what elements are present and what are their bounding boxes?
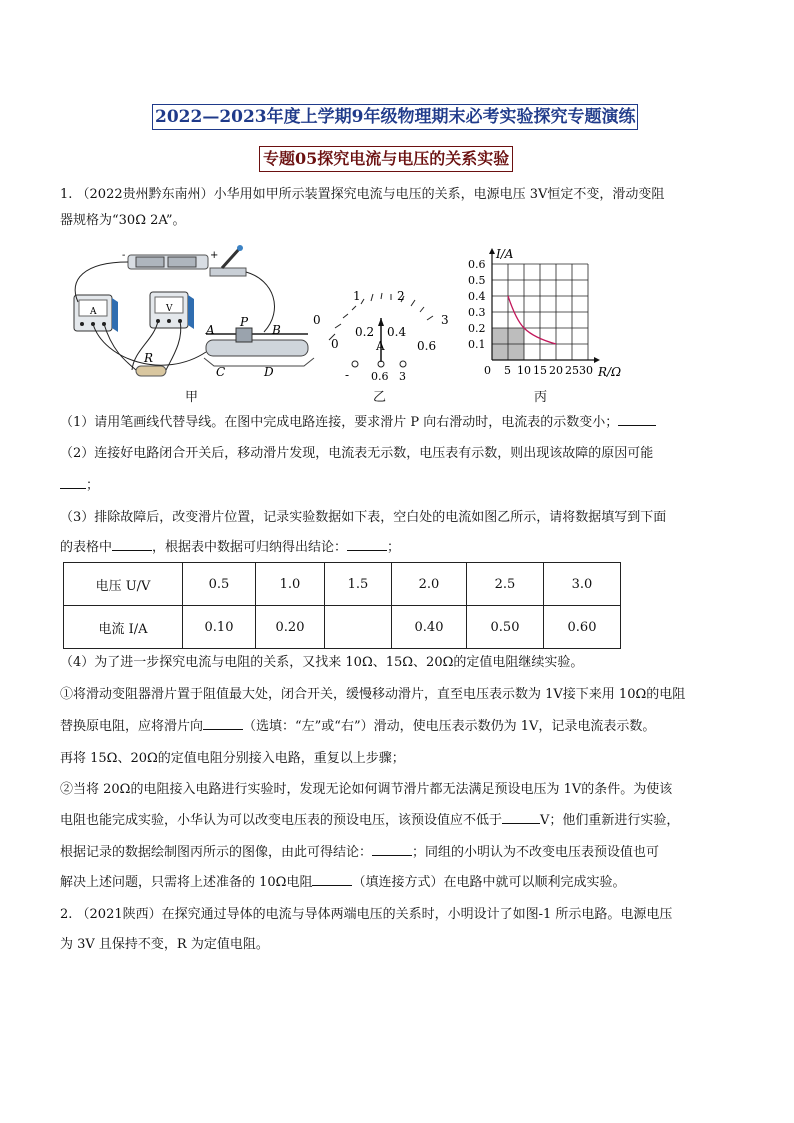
q1-part1 <box>60 410 740 436</box>
dial-top-1: 1 <box>353 289 361 303</box>
ytick-0.2: 0.2 <box>468 322 486 335</box>
dial-top-3: 3 <box>441 313 449 327</box>
q1-part2-line2 <box>60 473 740 499</box>
table-row-voltage <box>64 563 621 606</box>
answer-blank-6[interactable] <box>372 841 412 856</box>
label-P: P <box>240 315 249 329</box>
table-row-label: 电压 U/V <box>64 563 183 606</box>
terminal-0.6: 0.6 <box>371 370 389 383</box>
q1-step1-line3: 再将 15Ω、20Ω的定值电阻分别接入电路，重复以上步骤； <box>60 751 405 766</box>
document-title: 2022—2023年度上学期9年级物理期末必考实验探究专题演练 <box>152 104 638 130</box>
table-cell: 0.20 <box>256 606 325 649</box>
ytick-0.3: 0.3 <box>468 306 486 319</box>
dial-unit: A <box>376 339 385 353</box>
ytick-0.5: 0.5 <box>468 274 486 287</box>
q1-step1-text-a: 替换原电阻，应将滑片向 <box>60 719 204 734</box>
table-cell: 1.5 <box>325 563 392 606</box>
xtick-5: 5 <box>504 364 511 377</box>
battery-icon <box>122 250 218 269</box>
caption-yi: 乙 <box>373 390 387 405</box>
answer-blank-2[interactable] <box>60 474 86 489</box>
figure-bing-graph <box>462 240 632 390</box>
table-row-label: 电流 I/A <box>64 606 183 649</box>
q2-line2: 为 3V 且保持不变，R 为定值电阻。 <box>60 937 269 952</box>
q1-part2-end: ； <box>86 478 100 493</box>
table-cell: 2.5 <box>467 563 544 606</box>
dial-bottom-0.6: 0.6 <box>417 339 437 353</box>
dial-bottom-0.2: 0.2 <box>355 325 375 339</box>
q1-part3-text-c: ； <box>387 540 401 555</box>
q1-part3-text-b: ，根据表中数据可归纳得出结论： <box>152 540 348 555</box>
table-cell: 0.10 <box>183 606 256 649</box>
ytick-0.4: 0.4 <box>468 290 486 303</box>
q1-part2-line1: （2）连接好电路闭合开关后，移动滑片发现，电流表无示数，电压表有示数，则出现该故障的原因可能 <box>60 446 654 461</box>
label-A: A <box>206 323 215 337</box>
table-cell: 2.0 <box>392 563 467 606</box>
terminal-minus: - <box>345 368 350 382</box>
answer-blank-5[interactable] <box>502 809 540 824</box>
topic-subtitle: 专题05探究电流与电压的关系实验 <box>259 146 513 172</box>
xtick-30: 30 <box>579 364 593 377</box>
xtick-10: 10 <box>517 364 531 377</box>
q1-part3-line2 <box>60 535 740 561</box>
answer-blank-3b[interactable] <box>347 536 387 551</box>
answer-blank-1[interactable] <box>618 411 656 426</box>
q1-step2-text-f: （填连接方式）在电路中就可以顺利完成实验。 <box>352 875 626 890</box>
graph-ylabel: I/A <box>496 247 514 261</box>
graph-xlabel: R/Ω <box>598 365 622 379</box>
ytick-0.1: 0.1 <box>468 338 486 351</box>
table-cell: 0.5 <box>183 563 256 606</box>
q1-part3-line1: （3）排除故障后，改变滑片位置，记录实验数据如下表，空白处的电流如图乙所示，请将数据填写到下面 <box>60 510 667 525</box>
q1-step2-text-b: V；他们重新进行实验， <box>540 813 680 828</box>
table-cell-blank[interactable] <box>325 606 392 649</box>
figure-yi-ammeter-dial <box>305 282 455 387</box>
answer-blank-4[interactable] <box>203 715 243 730</box>
voltmeter-letter: V <box>166 304 173 314</box>
q1-step2-text-e: 解决上述问题，只需将上述准备的 10Ω电阻 <box>60 875 313 890</box>
answer-blank-3a[interactable] <box>112 536 152 551</box>
q1-step2-line1: ②当将 20Ω的电阻接入电路进行实验时，发现无论如何调节滑片都无法满足预设电压为 1V的条件。为使该 <box>60 782 673 797</box>
q1-step1-text-b: （选填：“左”或“右”）滑动，使电压表示数仍为 1V，记录电流表示数。 <box>243 719 656 734</box>
terminal-3: 3 <box>399 370 406 383</box>
ammeter-letter: A <box>90 307 97 317</box>
q1-intro-line1: 1. （2022贵州黔东南州）小华用如甲所示装置探究电流与电压的关系，电源电压 3V恒定不变，滑动变阻 <box>60 187 665 202</box>
xtick-0: 0 <box>484 364 491 377</box>
caption-bing: 丙 <box>534 390 548 405</box>
label-C: C <box>216 365 226 379</box>
q1-step1-line1: ①将滑动变阻器滑片置于阻值最大处，闭合开关，缓慢移动滑片，直至电压表示数为 1V接下来用 10Ω的电阻 <box>60 687 686 702</box>
resistor-icon <box>136 366 166 376</box>
rheostat-icon <box>204 328 314 366</box>
dial-top-0: 0 <box>313 313 321 327</box>
caption-jia: 甲 <box>185 390 199 405</box>
q2-line1: 2. （2021陕西）在探究通过导体的电流与导体两端电压的关系时，小明设计了如图-1 所示电路。电源电压 <box>60 907 673 922</box>
q1-step1-line2 <box>60 714 740 740</box>
q1-part1-text: （1）请用笔画线代替导线。在图中完成电路连接，要求滑片 P 向右滑动时，电流表的示数变小； <box>60 415 619 430</box>
xtick-25: 25 <box>565 364 579 377</box>
data-table <box>63 562 621 649</box>
ytick-0.6: 0.6 <box>468 258 486 271</box>
xtick-15: 15 <box>533 364 547 377</box>
dial-top-2: 2 <box>397 289 405 303</box>
q1-intro-line2: 器规格为“30Ω 2A”。 <box>60 213 186 228</box>
label-D: D <box>264 365 274 379</box>
q1-part3-text-a: 的表格中 <box>60 540 113 555</box>
q1-step2-line4 <box>60 870 740 896</box>
table-cell: 1.0 <box>256 563 325 606</box>
q1-part4: （4）为了进一步探究电流与电阻的关系，又找来 10Ω、15Ω、20Ω的定值电阻继续实验。 <box>60 655 584 670</box>
q1-step2-line2 <box>60 808 740 834</box>
label-B: B <box>272 323 281 337</box>
q1-step2-text-c: 根据记录的数据绘制图丙所示的图像，由此可得结论： <box>60 845 373 860</box>
table-cell: 3.0 <box>544 563 621 606</box>
table-cell: 0.40 <box>392 606 467 649</box>
xtick-20: 20 <box>549 364 563 377</box>
q1-step2-line3 <box>60 840 740 866</box>
label-R: R <box>144 351 154 365</box>
table-cell: 0.50 <box>467 606 544 649</box>
dial-bottom-0: 0 <box>331 337 339 351</box>
svg-text:-: - <box>122 250 126 261</box>
answer-blank-7[interactable] <box>312 871 352 886</box>
q1-step2-text-d: ；同组的小明认为不改变电压表预设值也可 <box>412 845 660 860</box>
svg-text:+: + <box>210 250 219 261</box>
voltmeter-icon <box>150 292 194 329</box>
table-cell: 0.60 <box>544 606 621 649</box>
table-row-current <box>64 606 621 649</box>
dial-bottom-0.4: 0.4 <box>387 325 407 339</box>
figure-jia-circuit <box>64 240 320 390</box>
q1-step2-text-a: 电阻也能完成实验，小华认为可以改变电压表的预设电压，该预设值应不低于 <box>60 813 503 828</box>
ammeter-icon <box>74 295 118 332</box>
